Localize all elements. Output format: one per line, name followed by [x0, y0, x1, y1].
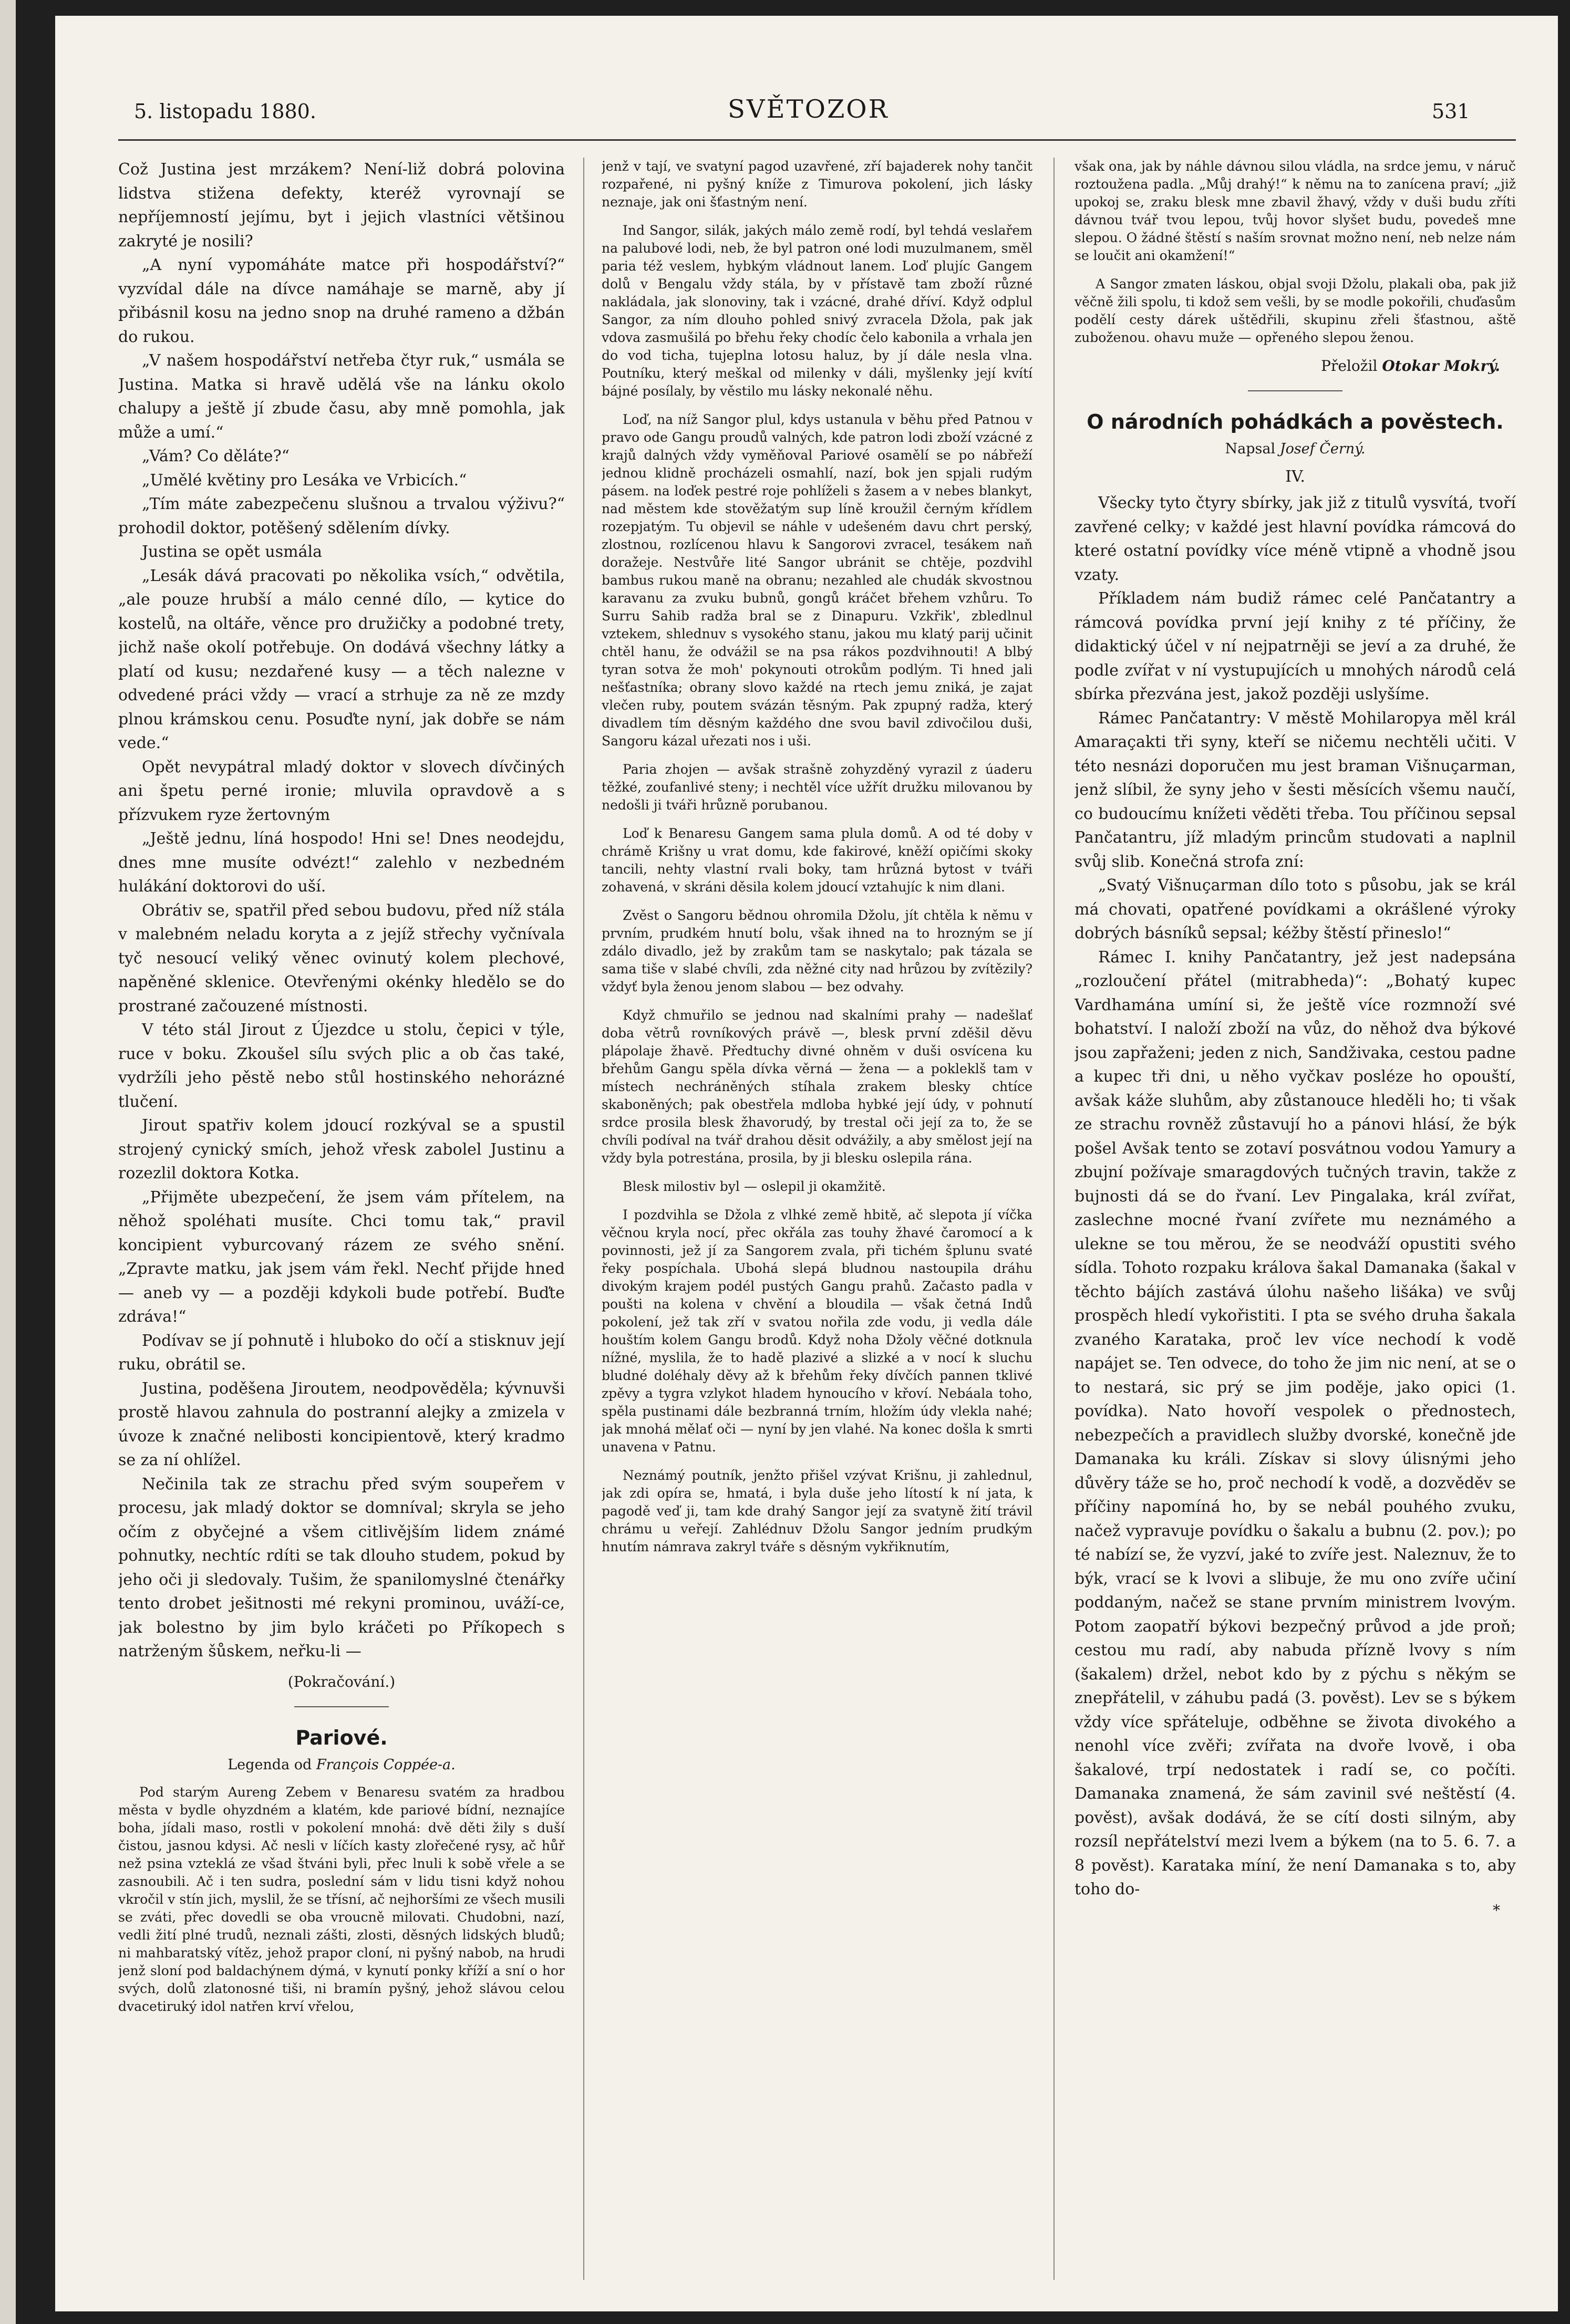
- translator-credit: [1075, 357, 1500, 375]
- verse-stanza: Když chmuřilo se jednou nad skalními prahy — nadešlať doba větrů rovníkových právě —, blesk první zděšil děvu plápolaje žhavě. Předtuchy divné ohněm v duši osvícena ku břehům Gangu spěla dívka věrná — žena — a pokleklš tam v místech nechráněných stíhala zrakem blesky chtíce skaboněných; pak obestřela mdloba hybké její údy, v pohnutí srdce prosila blesk žhavorudý, by trestal oči její za to, že se chvíli podíval na tvář drahou děsit odvážily, a aby smělost její na vždy byla potrestána, prosila, by ji blesku oslepila rána.: [602, 1008, 1032, 1166]
- paragraph: „Tím máte zabezpečenu slušnou a trvalou výživu?“ prohodil doktor, potěšený sdělením dívky.: [118, 495, 565, 537]
- poem-text: [1075, 158, 1516, 347]
- newspaper-page: [55, 16, 1558, 2311]
- footnote-mark: *: [1493, 1901, 1500, 1919]
- verse-stanza: Paria zhojen — avšak strašně zohyzděný vyrazil z úaderu těžké, zoufanlivé steny; i nechtěl více užřít družku milovanou by nedošli ji tváři hrůzně porubanou.: [602, 762, 1032, 813]
- paragraph: „Ještě jednu, líná hospodo! Hni se! Dnes neodejdu, dnes mne musíte odvézt!“ zalehlo v nezbedném hulákání doktorovi do uší.: [118, 829, 565, 896]
- article-author: Josef Černý.: [1279, 441, 1366, 457]
- column-2: [602, 158, 1032, 2301]
- paragraph: „A nyní vypomáháte matce při hospodářství?“ vyzvídal dále na dívce namáhaje se marně, aby jí přibásnil kosu na jedno snop na druhé rameno a džbán do rukou.: [118, 256, 565, 346]
- paragraph: „Umělé květiny pro Lesáka ve Vrbicích.“: [142, 471, 467, 490]
- article-body: [1075, 491, 1516, 1902]
- article-title: O národních pohádkách a pověstech.: [1087, 410, 1504, 433]
- column-divider: [583, 158, 584, 2280]
- verse-stanza: Ind Sangor, silák, jakých málo země rodí, byl tehdá veslařem na palubové lodi, neb, že byl patron oné lodi muzulmanem, směl paria též veslem, hybkým vládnout lanem. Loď plujíc Gangem dolů v Bengalu vždy stála, by v přístavě tam zboží různé nakládala, jak slonoviny, tak i vzácné, drahé dříví. Když odplul Sangor, za ním dlouho pohled snivý zvracela Džola, pak jak vdova zasmušilá po břehu řeky chodíc čelo kabonila a vrhala jen do vod ticha, tujeplna lotosu haluz, by jí dále nesla vlna. Poutníku, který meškal od milenky v dáli, myšlenky její kvítí bájné posílaly, by věstilo mu lásky nekonalé něhu.: [602, 223, 1032, 399]
- verse-stanza: Blesk milostiv byl — oslepil ji okamžitě.: [623, 1179, 886, 1194]
- section-separator: [1248, 390, 1342, 391]
- column-1: [118, 158, 565, 2301]
- journal-title: SVĚTOZOR: [728, 95, 889, 124]
- paragraph: „Svatý Višnuçarman dílo toto s působu, jak se král má chovati, opatřené povídkami a okrášlené výroky dobrých básníků sepsal; kéžby štěstí přineslo!“: [1075, 876, 1516, 942]
- paragraph: Podívav se jí pohnutě i hluboko do očí a stisknuv její ruku, obrátil se.: [118, 1331, 565, 1374]
- paragraph: Justina, poděšena Jiroutem, neodpověděla; kývnuvši prostě hlavou zahnula do postranní alejky a zmizela v úvoze k značné nelibosti koncipientově, který kradmo se za ní ohlížel.: [118, 1379, 565, 1469]
- paragraph: „Přijměte ubezpečení, že jsem vám přítelem, na něhož spoléhati musíte. Chci tomu tak,“ pravil koncipient vyburcovaný rázem ze svého snění. „Zpravte matku, jak jsem vám řekl. Nechť přijde hned — aneb vy — a později kdykoli bude potřebí. Buďte zdráva!“: [118, 1188, 565, 1326]
- translator-prefix: Přeložil: [1321, 357, 1378, 375]
- paragraph: V této stál Jirout z Újezdce u stolu, čepici v týle, ruce v boku. Zkoušel sílu svých plic a ob čas také, vydržíli jeho pěstě nebo stůl hostinského nehorázné tlučení.: [118, 1021, 565, 1111]
- paragraph: „Vám? Co děláte?“: [142, 447, 290, 465]
- article-byline: [1075, 441, 1516, 457]
- page-header: [55, 95, 1558, 131]
- poem-text: [602, 158, 1032, 1556]
- byline-prefix: Legenda od: [228, 1756, 312, 1773]
- paragraph: Příkladem nám budiž rámec celé Pančatantry a rámcová povídka první její knihy z té příčiny, že didaktický účel v ní nejpatrněji se jeví a za druhé, že podle zvířat v ní vystupujících u mnohých národů celá sbírka přezvána jest, jakož později uslyšíme.: [1075, 589, 1516, 703]
- translator-name: Otokar Mokrý.: [1382, 357, 1500, 375]
- paragraph: Nečinila tak ze strachu před svým soupeřem v procesu, jak mladý doktor se domníval; skryla se jeho očím z obyčejné a všem citlivějším lidem známé pohnutky, nechtíc rdíti se tak dlouho studem, pokud by jeho oči ji sledovaly. Tušim, že spanilomyslné čtenářky tento drobet ješitnosti mé rekyni prominou, uváží-ce, jak bolestno by jim bylo kráčeti po Příkopech s natrženým šůskem, neřku-li —: [118, 1475, 565, 1661]
- paragraph: Jirout spatřiv kolem jdoucí rozkýval se a spustil strojený cynický smích, jehož vřesk zabolel Justinu a rozezlil doktora Kotka.: [118, 1116, 565, 1182]
- verse-stanza: I pozdvihla se Džola z vlhké země hbitě, ač slepota jí víčka věčnou kryla nocí, přec okřála zas touhy žhavé čaromocí a k povinnosti, jež jí za Sangorem zvala, při tichém šplunu svaté řeky pospíchala. Ubohá slepá bludnou nastoupila dráhu divokým krajem podél pustých Gangu prahů. Začasto padla v poušti na kolena v chvění a bloudila — však četná Indů pokolení, jež tak zří v svatou nořila zde vodu, ji vedla dále houštím kolem Gangu brodů. Když noha Džoly věčné dotknula nížné, myslila, že to hadě plazivé a slizké a v nocí k sluchu bludné doléhaly děvy až k břehům řeky dívčích pannen tklivé zpěvy a tygra vzlykot hladem hynoucího v křoví. Nebáala toho, spěla pustinami dále bezbranná trním, hložím údy vlekla nahé; jak mnohá mělať oči — nyní by jen vlahé. Na konec došla k smrti unavena v Patnu.: [602, 1207, 1032, 1455]
- page-number: 531: [1432, 100, 1470, 123]
- verse-stanza: Pod starým Aureng Zebem v Benaresu svatém za hradbou města v bydle ohyzdném a klatém, kde pariové bídní, neznajíce boha, jídali maso, rostli v pokolení mnohá: dvě děti žily s duší čistou, jasnou kdysi. Ač nesli v líčích kasty zlořečené rysy, ač hůř než psina vzteklá ze všad štváni byli, přec lnuli k sobě vřele a se zasnoubili. Ač i ten sudra, poslední sám v lidu tisni když nohou vkročil v stín jich, myslil, že se třísní, ač nejhoršími ze všech musili se zváti, přec dovedli se oba vroucně milovati. Chudobni, nazí, vedli žití plné trudů, neznali zášti, zlosti, děsných lidských bludů; ni mahbaratský vítěz, jehož prapor cloní, ni pyšný nabob, na hrudi jenž sloní pod baldachýnem dýmá, v kynutí ponky kříží a sní o hor svých, dolů zlatonosné tiši, ni bramín pyšný, jehož slávou celou dvacetiruký idol natřen krví vřelou,: [118, 1784, 565, 2014]
- poem-title: Pariové.: [295, 1726, 388, 1749]
- paragraph: Rámec I. knihy Pančatantry, jež jest nadepsána „rozloučení přátel (mitrabheda)“: „Bohatý kupec Vardhamána umíní si, že ještě více rozmnoží své bohatství. I naloží zboží na vůz, do něhož dva býkové jsou zapřaženi; jeden z nich, Sandživaka, cestou padne a kupec tři dni, u něho vyčkav posléze ho opouští, avšak káže sluhům, aby zůstanouce hleděli ho; ti však ze strachu rovněž zůstavují ho a pánovi hlásí, že býk pošel Avšak tento se zotaví posvátnou vodou Yamury a zbujní požívaje smaragdových tučných travin, takže z bujnosti dá se do řvaní. Lev Pingalaka, král zvířat, zaslechne mocné řvaní zvířete mu neznámého a ulekne se tou měrou, že se neodváží opustiti svého sídla. Tohoto rozpaku králova šakal Damanaka (šakal v těchto bájích zastává úlohu našeho lišáka) ve svůj prospěch hledí vykořistiti. I pta se svého druha šakala zvaného Karataka, proč lev více nechodí k vodě napájet se. Ten odvece, do toho že jim nic není, at se o to nestará, sic prý se jim podějе, jako opici (1. povídka). Nato hovoří vespolek o přednostech, nebezpečích a pravidlech služby dvorské, konečně jde Damanaka ku králi. Získav si slovy úlisnými jeho důvěry táže se ho, proč nechodí k vodě, a dozvěděv se příčiny napomíná ho, by se nebál pouhého zvuku, načež vypravuje povídku o šakalu a bubnu (2. pov.); po té nabízí se, že vyzví, jaké to zvíře jest. Naleznuv, že to býk, vrací se k lvovi a slibuje, že mu ono zvíře učiní poddaným, načež se stane prvním ministrem lvovým. Potom zaopatří býkovi bezpečný průvod a jde proň; cestou mu radí, aby nabuda přízně lvovy s ním (šakalem) držel, nebot kdo by z pýchu s někým se znepřátelil, v záhubu padá (3. pověst). Lev se s býkem vždy více spřáteluje, odběhne se života divokého a nenohl více zvěři; zvířata na dvoře lvově, i oba šakalové, trpí nedostatek i radí se, co počíti. Damanaka znamená, že sám zavinil své neštěstí (4. pověst), avšak dodává, že se cítí dosti silným, aby rozsíl nepřátelství mezi lvem a býkem (na to 5. 6. 7. a 8 pověst). Karataka míní, že není Damanaka s to, aby toho do-: [1075, 948, 1516, 1898]
- novel-continuation: [118, 158, 565, 1664]
- column-divider: [1053, 158, 1055, 2280]
- section-separator: [294, 1706, 389, 1707]
- verse-stanza: Neznámý poutník, jenžto přišel vzývat Krišnu, ji zahlednul, jak zdi opíra se, hmatá, i byla duše jeho lítostí k ní jata, k pagodě veď ji, tam kde drahý Sangor její za svatyně žití trávil chrámu u veřejí. Zahlédnuv Džolu Sangor jedním prudkým hnutím námrava zakryl tváře s děsným vykřiknutím,: [602, 1468, 1032, 1554]
- paragraph: Opět nevypátral mladý doktor v slovech dívčiných ani špetu perné ironie; mluvila opravdově a s přízvukem ryze žertovným: [118, 758, 565, 824]
- continuation-note: (Pokračování.): [287, 1673, 396, 1690]
- paragraph: Všecky tyto čtyry sbírky, jak již z titulů vysvítá, tvoří zavřené celky; v každé jest hlavní povídka rámcová do které ostatní povídky více méně vtipně a vhodně jsou vzaty.: [1075, 494, 1516, 584]
- issue-date: 5. listopadu 1880.: [134, 100, 316, 123]
- verse-stanza: jenž v tají, ve svatyní pagod uzavřené, zří bajaderek nohy tančit rozpařené, ni pyšný kníže z Timurova pokolení, jich lásky neznaje, jak oni šťastným není.: [602, 159, 1032, 210]
- paragraph: Což Justina jest mrzákem? Není-liž dobrá polovina lidstva stižena defekty, kteréž vyrovnají se nepříjemností jejímu, byt i jejich vlastníci většinou zakryté je nosili?: [118, 160, 565, 251]
- verse-stanza: Loď k Benaresu Gangem sama plula domů. A od té doby v chrámě Krišny u vrat domu, kde fakirové, kněží opičími skoky tancili, nehty vlastní rvali boky, tam hrůzná bytost v tváři zohavená, v skráni děsila kolem jdoucí vztahujíc k nim dlani.: [602, 826, 1032, 895]
- verse-stanza: Loď, na níž Sangor plul, kdys ustanula v běhu před Patnou v pravo ode Gangu proudů valných, kde patron lodi zboží vzácné z krajů dalných vždy vyměňoval Pariové osamělí se po nábřeží jednou klidně procházeli osmahlí, nazí, bok jen spjali rudým pásem. na loďek pestré roje pohlíželi s žasem a v nebes blankyt, nad městem kde stověžatým sup líně kroužil černým křídlem rozepjatým. Tu objevil se náhle v udešeném davu chrt perský, zlostnou, rozlícenou hlavu k Sangorovi zvracel, tesákem naň doražeje. Nestvůře lité Sangor ubránit se chtěje, pozdvihl bambus rukou maně na obranu; nezahled ale chudák skvostnou karavanu za zvuku bubnů, gongů kráčet břehem vzhůru. To Surru Sahib radža bral se z Dinapuru. Vzkřik', zbledlnul vztekem, shlednuv s vysokého stanu, jakou mu klatý parij učinit chtěl hanu, že odvážil se na psa rákos pozdvihnouti! A blbý tyran sotva že moh' pokynouti otrokům podlým. Ti hned jali nešťastníka; obrany slovo každé na rtech jemu zniká, je zajat vlečen ruby, poutem svázán těsným. Pak zpupný radža, který divadlem tím děsným každého dne svou bavil zdivočilou duši, Sangoru kázal uřezati nos i uši.: [602, 412, 1032, 749]
- header-rule: [118, 139, 1516, 141]
- paragraph: Justina se opět usmála: [142, 543, 322, 561]
- paragraph: „Lesák dává pracovati po několika vsích,“ odvětila, „ale pouze hrubší a málo cenné dílo, — kytice do kostelů, na oltáře, věnce pro družičky a podobné trety, jichž naše okolí potřebuje. On dodává všechny látky a platí od kusu; nezdařené kusy — a těch nalezne v odvedené práci vždy — vrací a strhuje za ně ze mzdy plnou krámskou cenu. Posuďte nyní, jak dobře se nám vede.“: [118, 566, 565, 752]
- poem-text: [118, 1783, 565, 2016]
- column-3: [1075, 158, 1516, 2301]
- paragraph: Rámec Pančatantry: V městě Mohilaropya měl král Amaraçakti tři syny, kteří se ničemu nechtěli učiti. V této nesnázi doporučen mu jest braman Višnuçarman, jenž slíbil, že syny jeho v šesti měsících všemu naučí, co budoucímu knížeti věděti třeba. Tou příčinou sepsal Pančatantru, jíž mladým princům studovati a naplnil svůj slib. Konečná strofa zní:: [1075, 709, 1516, 871]
- section-numeral: IV.: [1285, 468, 1305, 486]
- scan-binding-edge: [0, 0, 16, 2324]
- paragraph: „V našem hospodářství netřeba čtyr ruk,“ usmála se Justina. Matka si hravě udělá vše na lánku okolo chalupy a ještě jí zbude času, aby mně pomohla, jak může a umí.“: [118, 351, 565, 442]
- verse-stanza: A Sangor zmaten láskou, objal svoji Džolu, plakali oba, pak již věčně žili spolu, ti kdož sem vešli, by se modle pokořili, chuďasům podělí cesty dárek uštědřili, skupinu zřeli šťastnou, aště zuboženou. ohavu muže — opřeného slepou ženou.: [1075, 276, 1516, 345]
- poem-author: François Coppée-a.: [316, 1756, 456, 1773]
- byline-prefix: Napsal: [1225, 441, 1276, 457]
- verse-stanza: Zvěst o Sangoru bědnou ohromila Džolu, jít chtěla k němu v prvním, prudkém hnutí bolu, však ihned na to hrozným se jí zdálo divadlo, jež by zrakům tam se naskytalo; pak tázala se sama tiše v slabé chvíli, zda něžné city nad hrůzou by zvítězily? vždyť byla ženou jenom slabou — bez odvahy.: [602, 908, 1032, 994]
- paragraph: Obrátiv se, spatřil před sebou budovu, před níž stála v malebném neladu koryta a z jejíž střechy vyčnívala tyč nesoucí veliký věnec ovinutý kolem plechové, napěněné sklenice. Otevřenými okénky hledělo se do prostrané začouzené místnosti.: [118, 901, 565, 1015]
- verse-stanza: však ona, jak by náhle dávnou silou vládla, na srdce jemu, v náruč roztoužena padla. „Můj drahý!“ k němu na to zanícena praví; „již upokoj se, zraku blesk mne zbavil žhavý, vždy v duši budu zříti dávnou tvář tvou lepou, tvůj hovor slyšet budu, povedeš mne slepou. O žádné štěstí s naším srovnat možno není, neb nelze nám se loučit ani okamžení!“: [1075, 159, 1516, 263]
- poem-byline: [118, 1757, 565, 1773]
